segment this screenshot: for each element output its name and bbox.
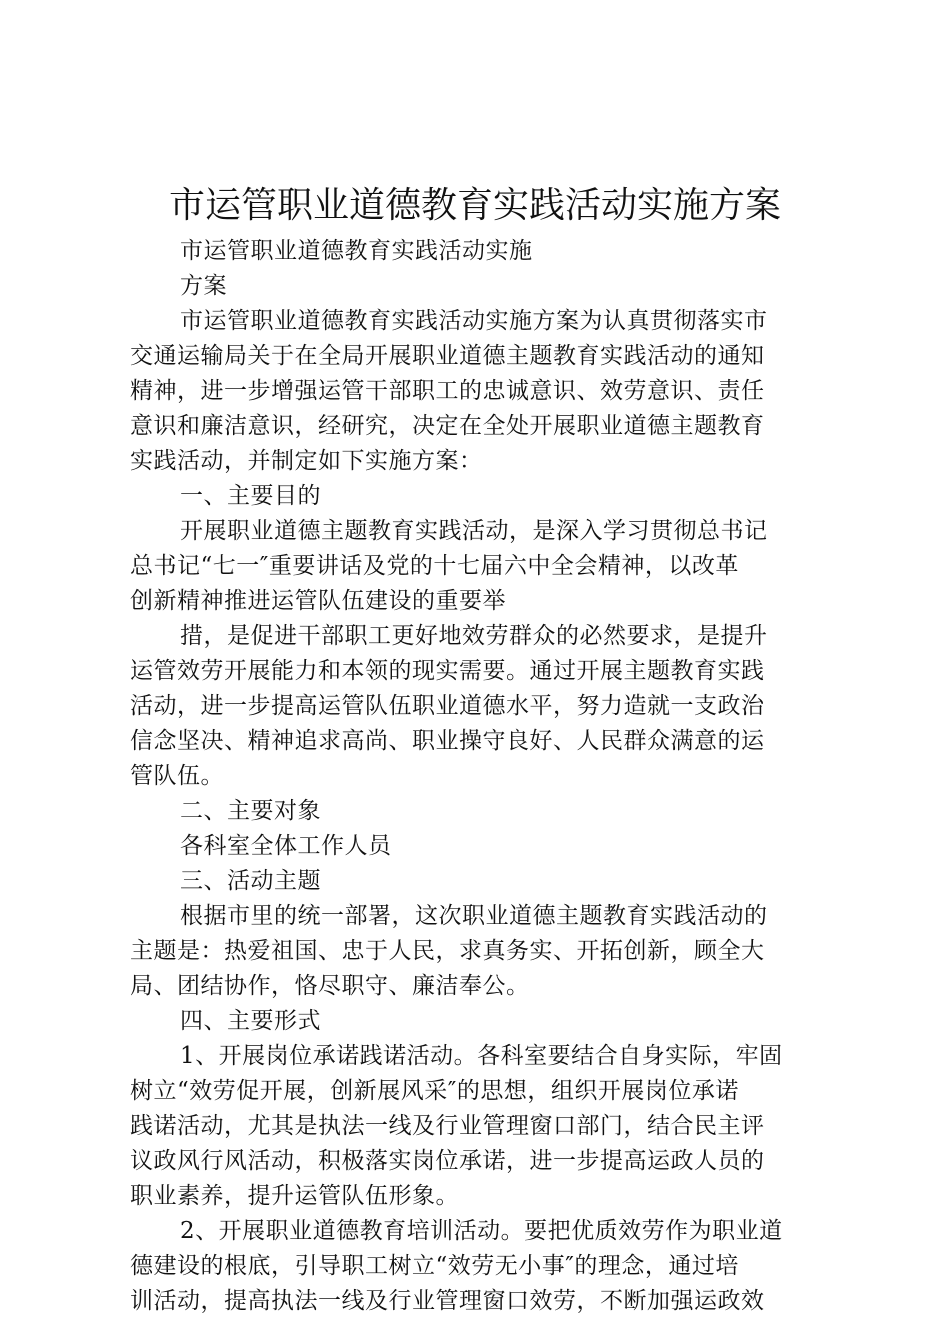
text-line: 议政风行风活动，积极落实岗位承诺，进一步提高运政人员的 [130, 1148, 765, 1174]
text-line: 各科室全体工作人员 [180, 833, 392, 859]
document-body [130, 234, 830, 1319]
text-line: 践诺活动，尤其是执法一线及行业管理窗口部门，结合民主评 [130, 1113, 765, 1139]
text-line: 德建设的根底，引导职工树立“效劳无小事″的理念，通过培 [130, 1253, 739, 1279]
text-line: 1、开展岗位承诺践诺活动。各科室要结合自身实际，牢固 [180, 1043, 783, 1069]
document-title: 市运管职业道德教育实践活动实施方案 [168, 185, 781, 226]
text-line: 三、活动主题 [180, 868, 321, 894]
text-line: 方案 [180, 273, 227, 299]
text-line: 信念坚决、精神追求高尚、职业操守良好、人民群众满意的运 [130, 728, 765, 754]
text-line: 树立“效劳促开展，创新展风采″的思想，组织开展岗位承诺 [130, 1078, 739, 1104]
text-line: 总书记“七一″重要讲话及党的十七届六中全会精神，以改革 [130, 553, 739, 579]
text-line: 活动，进一步提高运管队伍职业道德水平，努力造就一支政治 [130, 693, 765, 719]
text-line: 主题是：热爱祖国、忠于人民，求真务实、开拓创新，顾全大 [130, 938, 765, 964]
text-line: 市运管职业道德教育实践活动实施 [180, 238, 533, 264]
text-line: 局、团结协作，恪尽职守、廉洁奉公。 [130, 973, 530, 999]
text-line: 实践活动，并制定如下实施方案： [130, 448, 483, 474]
text-line: 一、主要目的 [180, 483, 321, 509]
text-line: 二、主要对象 [180, 798, 321, 824]
text-line: 管队伍。 [130, 763, 224, 789]
text-line: 意识和廉洁意识，经研究，决定在全处开展职业道德主题教育 [130, 413, 765, 439]
text-line: 交通运输局关于在全局开展职业道德主题教育实践活动的通知 [130, 343, 765, 369]
text-line: 训活动，提高执法一线及行业管理窗口效劳，不断加强运政效 [130, 1288, 765, 1314]
text-line: 创新精神推进运管队伍建设的重要举 [130, 588, 506, 614]
text-line: 运管效劳开展能力和本领的现实需要。通过开展主题教育实践 [130, 658, 765, 684]
text-line: 市运管职业道德教育实践活动实施方案为认真贯彻落实市 [180, 308, 768, 334]
text-line: 职业素养，提升运管队伍形象。 [130, 1183, 459, 1209]
text-line: 精神，进一步增强运管干部职工的忠诚意识、效劳意识、责任 [130, 378, 765, 404]
text-line: 措，是促进干部职工更好地效劳群众的必然要求，是提升 [180, 623, 768, 649]
text-line: 四、主要形式 [180, 1008, 321, 1034]
text-line: 根据市里的统一部署，这次职业道德主题教育实践活动的 [180, 903, 768, 929]
text-line: 2、开展职业道德教育培训活动。要把优质效劳作为职业道 [180, 1218, 783, 1244]
text-line: 开展职业道德主题教育实践活动，是深入学习贯彻总书记 [180, 518, 768, 544]
